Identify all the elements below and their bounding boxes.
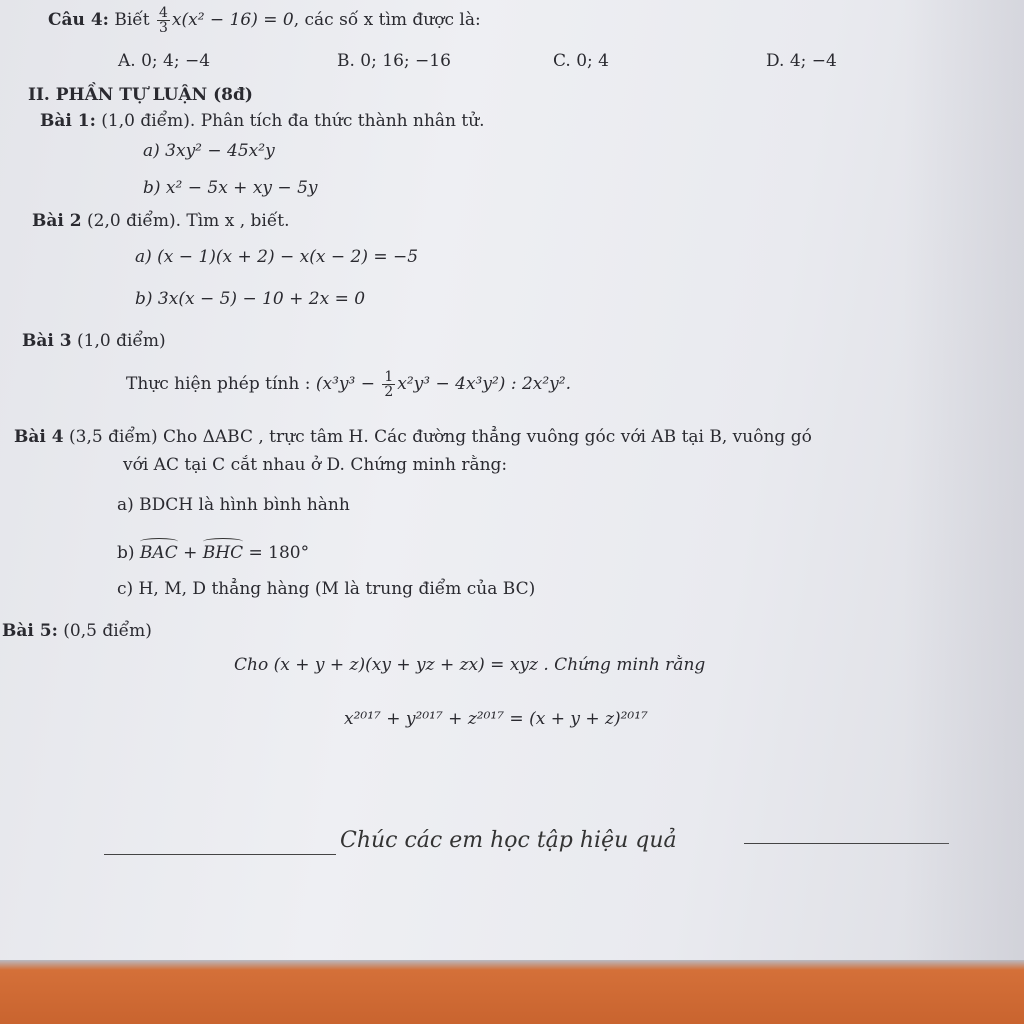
bai2-text: (2,0 điểm). Tìm x , biết. [87,211,290,231]
bai3-instruction: Thực hiện phép tính : [126,374,311,394]
angle-bac: BAC [140,538,178,564]
bai3-expression-line [126,370,571,399]
q4-option-d: D. 4; −4 [766,51,837,71]
bai5-heading [2,620,152,642]
bai4-b [117,538,309,564]
bai3-expr-before: (x³y³ − [315,374,375,394]
q4-fraction: $\frac{4}{3}$ [158,5,168,36]
bai1-label: Bài 1: [40,111,96,131]
bai4-text2: với AC tại C cắt nhau ở D. Chứng minh rằng: [123,455,508,475]
bai4-text: (3,5 điểm) Cho ΔABC , trực tâm H. Các đường thẳng vuông góc với AB tại B, vuông gó [69,427,812,447]
section-title: II. PHẦN TỰ LUẬN (8đ) [28,85,253,105]
bai1-a: a) 3xy² − 45x²y [143,141,275,161]
footer-text: Chúc các em học tập hiệu quả [340,828,677,853]
angle-bhc: BHC [203,538,243,564]
bai4-b-plus: + [183,543,198,563]
bai4-b-suffix: = 180° [248,543,310,563]
bai5-text: (0,5 điểm) [63,621,152,641]
bai2-b: b) 3x(x − 5) − 10 + 2x = 0 [135,289,366,309]
bai1-heading [40,110,485,132]
footer-rule-right [744,843,949,844]
q4-expression: x(x² − 16) = 0 [171,10,294,30]
bai3-heading [22,330,166,352]
bai2-a: a) (x − 1)(x + 2) − x(x − 2) = −5 [135,247,419,267]
q4-option-c: C. 0; 4 [553,51,609,71]
orange-desk-background [0,960,1024,1024]
bai4-b-prefix: b) [117,543,135,563]
bai1-text: (1,0 điểm). Phân tích đa thức thành nhân tử. [101,111,485,131]
bai3-label: Bài 3 [22,331,72,351]
bai3-expr-after: x²y³ − 4x³y²) : 2x²y². [397,374,571,394]
bai4-a: a) BDCH là hình bình hành [117,495,350,515]
q4-text-after: , các số x tìm được là: [293,10,481,30]
bai3-text: (1,0 điểm) [77,331,166,351]
bai1-b: b) x² − 5x + xy − 5y [143,178,318,198]
q4-label: Câu 4: [48,10,109,30]
q4-option-a: A. 0; 4; −4 [118,51,211,71]
q4-option-b: B. 0; 16; −16 [337,51,451,71]
bai4-heading [14,426,812,448]
q4-line [48,6,481,35]
bai5-prove: x²⁰¹⁷ + y²⁰¹⁷ + z²⁰¹⁷ = (x + y + z)²⁰¹⁷ [344,709,648,729]
bai5-label: Bài 5: [2,621,58,641]
footer-rule-left [104,854,336,855]
q4-text-before: Biết [114,10,150,30]
bai2-heading [32,210,290,232]
bai2-label: Bài 2 [32,211,82,231]
bai4-label: Bài 4 [14,427,64,447]
bai3-fraction: $\frac{1}{2}$ [384,369,394,400]
bai4-c: c) H, M, D thẳng hàng (M là trung điểm của BC) [117,579,536,599]
bai5-given: Cho (x + y + z)(xy + yz + zx) = xyz . Chứng minh rằng [234,655,706,675]
